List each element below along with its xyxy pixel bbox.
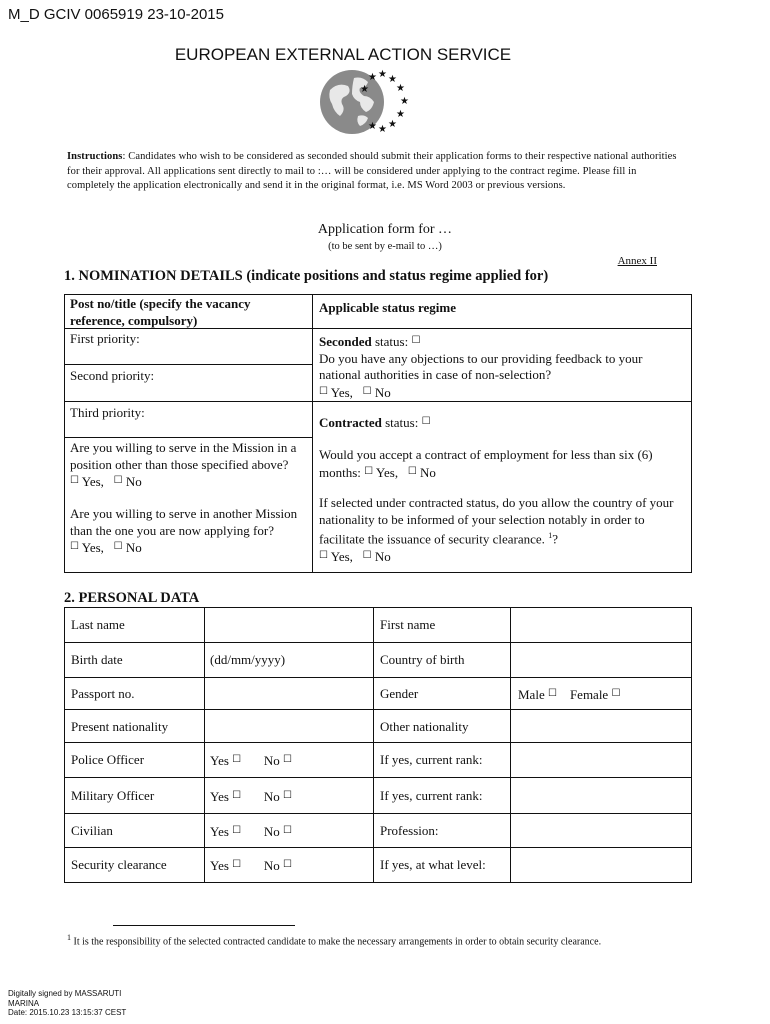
document-id: M_D GCIV 0065919 23-10-2015 <box>8 6 224 23</box>
other-mission-yes-checkbox[interactable]: ☐ <box>70 541 79 552</box>
other-position-yes-label: Yes, <box>81 474 104 489</box>
first-name-label: First name <box>380 617 436 632</box>
seconded-status-suffix: status: <box>371 334 412 349</box>
other-position-text: Are you willing to serve in the Mission in a position other than those specified above? <box>70 440 297 472</box>
security-clearance-label: Security clearance <box>71 857 167 872</box>
contract-duration-question <box>319 447 687 481</box>
gender-label: Gender <box>380 686 419 701</box>
police-no-label: No <box>263 753 280 768</box>
seconded-status-checkbox[interactable]: ☐ <box>411 335 421 346</box>
signature-line2: MARINA <box>8 998 40 1008</box>
police-yes-no <box>210 752 292 770</box>
military-yes-no <box>210 788 292 806</box>
other-position-yes-checkbox[interactable]: ☐ <box>70 475 79 486</box>
footnote-number: 1 <box>67 933 71 942</box>
military-no-checkbox[interactable]: ☐ <box>283 790 292 801</box>
civilian-yes-checkbox[interactable]: ☐ <box>232 825 242 836</box>
clearance-yes-no <box>210 857 292 875</box>
police-yes-checkbox[interactable]: ☐ <box>232 754 242 765</box>
other-mission-question <box>70 506 308 557</box>
contract-yes-label: Yes, <box>375 464 399 480</box>
contract-no-checkbox[interactable]: ☐ <box>407 465 417 477</box>
passport-label: Passport no. <box>71 686 135 701</box>
contracted-status-checkbox[interactable]: ☐ <box>421 416 431 427</box>
svg-text:★: ★ <box>378 124 387 135</box>
form-subtitle: (to be sent by e-mail to …) <box>328 241 442 252</box>
last-name-label: Last name <box>71 617 125 632</box>
military-yes-checkbox[interactable]: ☐ <box>232 790 242 801</box>
seconded-no-label: No <box>374 384 391 400</box>
civilian-no-checkbox[interactable]: ☐ <box>283 825 292 836</box>
contracted-status <box>319 414 431 432</box>
gender-options <box>518 686 620 704</box>
svg-text:★: ★ <box>378 69 387 80</box>
clearance-no-checkbox[interactable]: ☐ <box>283 859 292 870</box>
police-no-checkbox[interactable]: ☐ <box>283 754 292 765</box>
military-yes-label: Yes <box>210 789 229 804</box>
civilian-yes-no <box>210 823 292 841</box>
annex-label: Annex II <box>617 255 657 267</box>
country-yes-label: Yes, <box>330 548 353 564</box>
section2-title: 2. PERSONAL DATA <box>64 590 200 606</box>
clearance-no-label: No <box>263 858 280 873</box>
police-officer-label: Police Officer <box>71 752 145 767</box>
instructions-text: : Candidates who wish to be considered as seconded should submit their application forms to their respective national authorities for their approval. All applications sent directly to mail to :… will be considered under applying to the contract regime. Please fill in completely the application electronically and send it in the original format, i.e. MS Word 2003 or previous versions. <box>67 151 677 191</box>
seconded-no-checkbox[interactable]: ☐ <box>362 385 372 397</box>
other-mission-yes-label: Yes, <box>81 540 104 555</box>
male-label: Male <box>518 687 545 702</box>
contract-no-label: No <box>420 464 436 480</box>
other-position-no-checkbox[interactable]: ☐ <box>113 475 123 486</box>
birth-date-label: Birth date <box>71 652 123 667</box>
contract-yes-checkbox[interactable]: ☐ <box>364 465 374 477</box>
digital-signature <box>8 989 168 1018</box>
country-of-birth-label: Country of birth <box>380 652 465 667</box>
footnote-text: It is the responsibility of the selected contracted candidate to make the necessary arrangements in order to obtain security clearance. <box>71 936 602 948</box>
third-priority-label: Third priority: <box>70 405 145 420</box>
country-no-checkbox[interactable]: ☐ <box>362 549 372 561</box>
footnote-divider <box>113 925 295 926</box>
police-yes-label: Yes <box>210 753 229 768</box>
clearance-yes-label: Yes <box>210 858 229 873</box>
clearance-level-label: If yes, at what level: <box>380 857 486 872</box>
police-rank-label: If yes, current rank: <box>380 752 483 767</box>
signature-line3: Date: 2015.10.23 13:15:37 CEST <box>8 1008 127 1017</box>
clearance-yes-checkbox[interactable]: ☐ <box>232 859 242 870</box>
seconded-yes-checkbox[interactable]: ☐ <box>319 385 328 397</box>
second-priority-label: Second priority: <box>70 368 155 383</box>
female-label: Female <box>569 687 609 702</box>
seconded-label: Seconded <box>319 334 372 349</box>
organization-title: EUROPEAN EXTERNAL ACTION SERVICE <box>174 45 512 64</box>
svg-text:★: ★ <box>396 83 405 94</box>
country-inform-text: If selected under contracted status, do you allow the country of your nationality to be informed of your selection notably in order to facilitate the issuance of security clearance. <box>319 495 674 547</box>
military-officer-label: Military Officer <box>71 788 155 803</box>
contracted-status-suffix: status: <box>381 415 422 430</box>
country-inform-question <box>319 495 689 565</box>
contract-duration-text: Would you accept a contract of employment for less than six (6) months: <box>319 447 653 480</box>
first-priority-label: First priority: <box>70 331 140 346</box>
other-mission-no-checkbox[interactable]: ☐ <box>113 541 123 552</box>
present-nationality-label: Present nationality <box>71 719 169 734</box>
civilian-yes-label: Yes <box>210 824 229 839</box>
svg-text:★: ★ <box>360 84 369 95</box>
seconded-block <box>319 333 685 401</box>
other-mission-no-label: No <box>125 540 142 555</box>
svg-text:★: ★ <box>368 121 377 132</box>
section1-title: 1. NOMINATION DETAILS (indicate positions and status regime applied for) <box>64 268 549 284</box>
civilian-label: Civilian <box>71 823 113 838</box>
instructions <box>67 150 677 194</box>
seconded-yes-label: Yes, <box>330 384 353 400</box>
instructions-label: Instructions <box>67 151 123 162</box>
svg-text:★: ★ <box>396 109 405 120</box>
footnote-ref: 1 <box>548 531 553 540</box>
female-checkbox[interactable]: ☐ <box>611 688 621 699</box>
military-rank-label: If yes, current rank: <box>380 788 483 803</box>
svg-text:★: ★ <box>400 96 409 107</box>
other-mission-text: Are you willing to serve in another Mission than the one you are now applying for? <box>70 506 298 538</box>
question-mark: ? <box>552 531 558 547</box>
other-position-no-label: No <box>125 474 142 489</box>
other-position-question <box>70 440 308 491</box>
post-header: Post no/title (specify the vacancy reference, compulsory) <box>70 296 251 328</box>
civilian-no-label: No <box>263 824 280 839</box>
profession-label: Profession: <box>380 823 439 838</box>
form-title: Application form for … <box>317 222 453 237</box>
country-no-label: No <box>374 548 391 564</box>
seconded-question: Do you have any objections to our providing feedback to your national authorities in case of non-selection? <box>319 350 643 382</box>
svg-text:★: ★ <box>388 74 397 85</box>
contracted-label: Contracted <box>319 415 382 430</box>
eeas-logo-icon <box>318 68 426 136</box>
other-nationality-label: Other nationality <box>380 719 469 734</box>
status-header: Applicable status regime <box>319 300 456 315</box>
footnote <box>67 933 601 947</box>
signature-line1: Digitally signed by MASSARUTI <box>8 989 122 998</box>
country-yes-checkbox[interactable]: ☐ <box>319 549 328 561</box>
male-checkbox[interactable]: ☐ <box>547 688 557 699</box>
military-no-label: No <box>263 789 280 804</box>
svg-text:★: ★ <box>388 119 397 130</box>
svg-text:★: ★ <box>368 72 377 83</box>
birth-date-format: (dd/mm/yyyy) <box>210 652 286 667</box>
